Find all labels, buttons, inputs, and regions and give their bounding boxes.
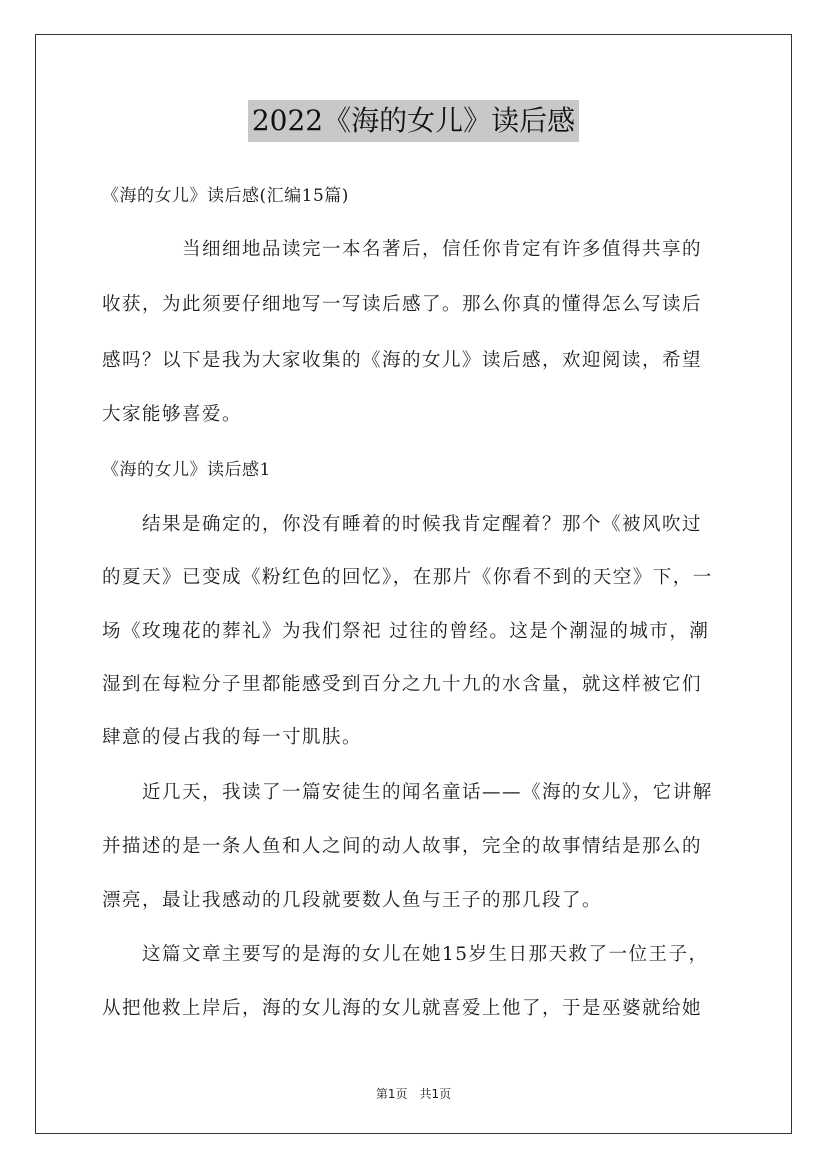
- paragraph-line: 当细细地品读完一本名著后，信任你肯定有许多值得共享的: [102, 239, 703, 260]
- paragraph-line: 这篇文章主要写的是海的女儿在她15岁生日那天救了一位王子，: [102, 944, 709, 965]
- paragraph-line: 肆意的侵占我的每一寸肌肤。: [102, 727, 363, 748]
- page-footer: 第1页 共1页: [375, 1087, 452, 1101]
- paragraph-line: 收获，为此须要仔细地写一写读后感了。那么你真的懂得怎么写读后: [102, 294, 703, 315]
- paragraph-line: 场《玫瑰花的葬礼》为我们祭祀 过往的曾经。这是个潮湿的城市，潮: [102, 621, 710, 642]
- paragraph-line: 并描述的是一条人鱼和人之间的动人故事，完全的故事情结是那么的: [102, 836, 703, 857]
- paragraph-line: 结果是确定的，你没有睡着的时候我肯定醒着？那个《被风吹过: [102, 514, 703, 535]
- paragraph-line: 近几天，我读了一篇安徒生的闻名童话——《海的女儿》，它讲解: [102, 782, 713, 803]
- document-title: 2022《海的女儿》读后感: [248, 100, 579, 142]
- paragraph-line: 大家能够喜爱。: [102, 404, 243, 425]
- title-container: [0, 100, 827, 142]
- paragraph-line: 从把他救上岸后，海的女儿海的女儿就喜爱上他了，于是巫婆就给她: [102, 998, 703, 1019]
- subtitle: 《海的女儿》读后感(汇编15篇): [102, 186, 349, 206]
- paragraph-line: 的夏天》已变成《粉红色的回忆》，在那片《你看不到的天空》下，一: [102, 567, 713, 588]
- paragraph-line: 湿到在每粒分子里都能感受到百分之九十九的水含量，就这样被它们: [102, 674, 703, 695]
- section-heading: 《海的女儿》读后感1: [102, 460, 271, 480]
- paragraph-line: 感吗？以下是我为大家收集的《海的女儿》读后感，欢迎阅读，希望: [102, 350, 703, 371]
- paragraph-line: 漂亮，最让我感动的几段就要数人鱼与王子的那几段了。: [102, 890, 603, 911]
